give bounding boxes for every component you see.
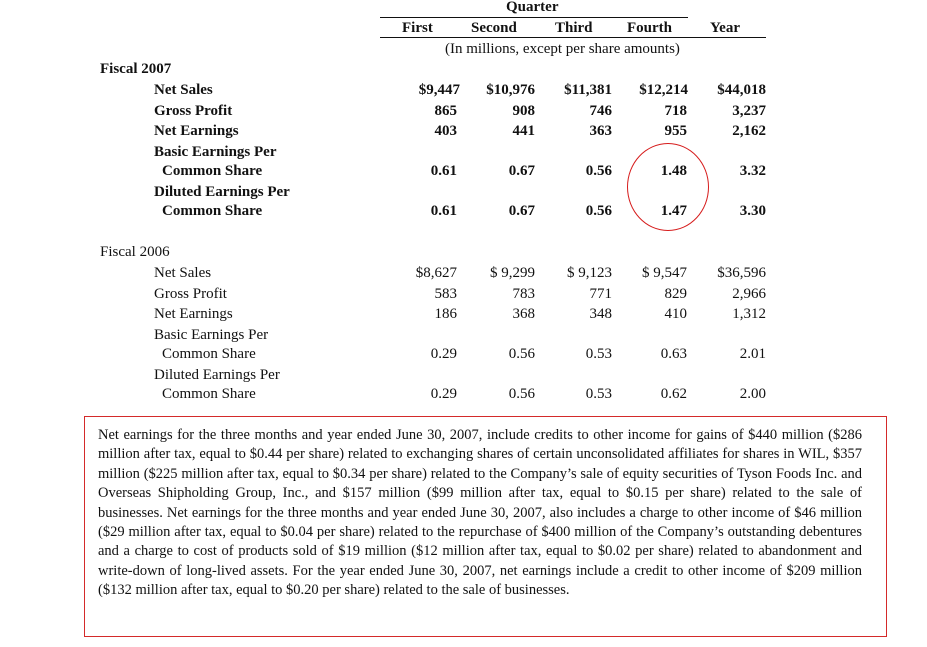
row-label: Net Sales [154, 82, 213, 98]
cell: 348 [589, 306, 612, 322]
cell: 718 [664, 103, 687, 119]
col-first: First [402, 20, 433, 36]
cell: 2,162 [732, 123, 766, 139]
cell: 0.67 [508, 163, 535, 179]
fiscal-2006-title: Fiscal 2006 [100, 244, 170, 260]
cell: 0.56 [585, 203, 612, 219]
row-label: Net Earnings [154, 306, 233, 322]
cell: $ 9,299 [490, 265, 535, 281]
cell: 0.56 [508, 386, 535, 402]
cell: 0.67 [508, 203, 535, 219]
row-label: Diluted Earnings Per [154, 184, 290, 200]
cell: 3.32 [739, 163, 766, 179]
cell: 783 [512, 286, 535, 302]
cell: 0.56 [508, 346, 535, 362]
cell: 0.56 [585, 163, 612, 179]
row-label: Basic Earnings Per [154, 144, 277, 160]
cell: 0.29 [430, 346, 457, 362]
cell: $11,381 [564, 82, 612, 98]
row-label: Gross Profit [154, 286, 227, 302]
cell: 410 [664, 306, 687, 322]
cell: 403 [434, 123, 457, 139]
row-label: Net Earnings [154, 123, 239, 139]
cell: $ 9,547 [642, 265, 687, 281]
cell: 363 [589, 123, 612, 139]
cell: 0.61 [430, 203, 457, 219]
cell: $12,214 [639, 82, 688, 98]
header-rule [380, 37, 766, 38]
cell: 0.62 [660, 386, 687, 402]
cell: 368 [512, 306, 535, 322]
row-label-cont: Common Share [162, 203, 263, 219]
cell: $9,447 [418, 82, 460, 98]
cell: 0.29 [430, 386, 457, 402]
cell: 0.63 [660, 346, 687, 362]
cell: 0.53 [585, 346, 612, 362]
highlight-circle [627, 143, 709, 231]
col-year: Year [710, 20, 740, 36]
cell: $8,627 [415, 265, 457, 281]
quarter-rule [380, 17, 688, 18]
cell: 829 [664, 286, 687, 302]
cell: 0.61 [430, 163, 457, 179]
cell: $44,018 [717, 82, 766, 98]
note-text: Net earnings for the three months and year ended June 30, 2007, include credits to other income for gains of $440 million ($286 million after tax, equal to $0.44 per share) related to exchanging shares of certain unconsolidated affiliates for shares in WIL, $357 million ($225 million after tax, equal to $0.34 per share) related to the Company’s sale of equity securities of Tyson Foods Inc. and Overseas Shipholding Group, Inc., and $157 million ($99 million after tax, equal to $0.15 per share) related to the sale of businesses. Net earnings for the three months and year ended June 30, 2007, also includes a charge to other income of $46 million ($29 million after tax, equal to $0.04 per share) related to the repurchase of $400 million of the Company’s outstanding debentures and a charge to cost of products sold of $19 million ($12 million after tax, equal to $0.02 per share) related to abandonment and write-down of long-lived assets. For the year ended June 30, 2007, net earnings include a credit to other income of $209 million ($132 million after tax, equal to $0.20 per share) related to the sale of businesses. [98, 427, 862, 599]
row-label-cont: Common Share [162, 346, 256, 362]
row-label-cont: Common Share [162, 386, 256, 402]
cell: 865 [434, 103, 457, 119]
quarter-header: Quarter [506, 0, 559, 15]
row-label-cont: Common Share [162, 163, 263, 179]
cell: 583 [434, 286, 457, 302]
cell: 955 [664, 123, 687, 139]
units-subtitle: (In millions, except per share amounts) [445, 41, 680, 57]
row-label: Diluted Earnings Per [154, 367, 280, 383]
row-label: Basic Earnings Per [154, 327, 269, 343]
cell: 3.30 [739, 203, 766, 219]
cell: 908 [512, 103, 535, 119]
col-fourth: Fourth [627, 20, 672, 36]
row-label: Net Sales [154, 265, 212, 281]
cell: 3,237 [732, 103, 766, 119]
cell: 2,966 [732, 286, 766, 302]
cell: 2.01 [739, 346, 766, 362]
cell: 441 [512, 123, 535, 139]
cell: 0.53 [585, 386, 612, 402]
cell: 746 [589, 103, 612, 119]
cell: $10,976 [486, 82, 535, 98]
col-second: Second [471, 20, 517, 36]
cell: 2.00 [739, 386, 766, 402]
cell: $ 9,123 [567, 265, 612, 281]
cell: $36,596 [717, 265, 766, 281]
cell: 1.47 [660, 203, 687, 219]
col-third: Third [555, 20, 593, 36]
cell: 186 [434, 306, 457, 322]
cell: 1.48 [660, 163, 687, 179]
fiscal-2007-title: Fiscal 2007 [100, 61, 172, 77]
cell: 771 [589, 286, 612, 302]
row-label: Gross Profit [154, 103, 233, 119]
cell: 1,312 [732, 306, 766, 322]
